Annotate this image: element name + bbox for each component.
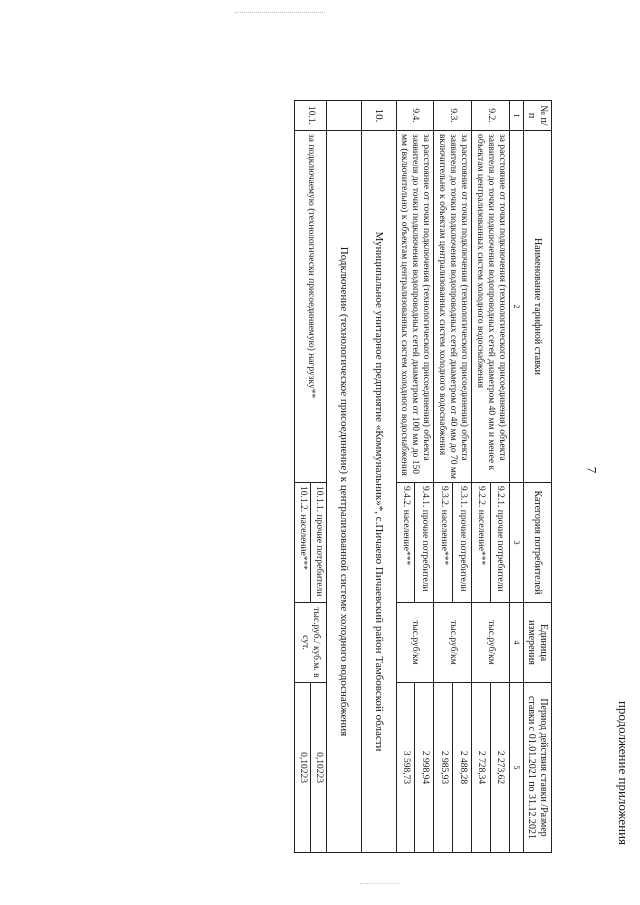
rate-value: 0,10223: [294, 683, 310, 853]
table-row: [415, 101, 434, 853]
index-row: [509, 101, 523, 853]
consumer-category: 10.1.1. прочие потребители: [310, 483, 326, 603]
rate-value: 2 488,28: [453, 683, 472, 853]
index-cell: 3: [509, 483, 523, 603]
tariff-name: за расстояние от точки подключения (технологического присоединения) объекта заявителя до точки подключения водопроводных сетей диаметром от 100 мм до 150 мм (включительно) к объектам централизованных систем холодного водоснабжения: [396, 131, 434, 483]
subsection-row: [326, 101, 361, 853]
row-number: 9.2.: [472, 101, 510, 131]
header-num: № п/п: [524, 101, 552, 131]
unit: тыс.руб/км: [434, 603, 472, 683]
table-row: [490, 101, 509, 853]
consumer-category: 9.2.1. прочие потребители: [490, 483, 509, 603]
tariff-name: за подключаемую (технологически присоединяемую) нагрузку**: [294, 131, 326, 483]
subsection-title: Подключение (технологическое присоединение) к централизованной системе холодного водоснабжения: [326, 131, 361, 853]
consumer-category: 9.4.1. прочие потребители: [415, 483, 434, 603]
table-row: [453, 101, 472, 853]
unit: тыс.руб/км: [396, 603, 434, 683]
header-unit: Единица измерения: [524, 603, 552, 683]
consumer-category: 10.1.2. население***: [294, 483, 310, 603]
consumer-category: 9.3.1. прочие потребители: [453, 483, 472, 603]
row-number: 9.3.: [434, 101, 472, 131]
unit: тыс.руб/км: [472, 603, 510, 683]
consumer-category: 9.2.2. население***: [472, 483, 491, 603]
row-number: 9.4.: [396, 101, 434, 131]
row-number: 10.1.: [294, 101, 326, 131]
rate-value: 2 985,93: [434, 683, 453, 853]
consumer-category: 9.3.2. население***: [434, 483, 453, 603]
scan-artifact: [360, 883, 400, 885]
rate-value: 2 273,62: [490, 683, 509, 853]
continuation-note: продолжение приложения: [616, 700, 631, 846]
scan-artifact: [235, 12, 325, 14]
header-name: Наименование тарифной ставки: [524, 131, 552, 483]
table-header-row: [524, 101, 552, 853]
index-cell: 1: [509, 101, 523, 131]
page-number: 7: [584, 466, 600, 474]
tariff-table-rotated: [97, 100, 552, 852]
index-cell: 2: [509, 131, 523, 483]
header-period: Период действия ставки /Размер ставки с 01.01.2021 по 31.12.2021: [524, 683, 552, 853]
organization-title: Муниципальное унитарное предприятие «Коммунальник»*, с.Пичаево Пичаевский район Тамбовской области: [361, 131, 396, 853]
rate-value: 3 598,73: [396, 683, 415, 853]
empty-cell: [326, 101, 361, 131]
rate-value: 0,10223: [310, 683, 326, 853]
unit: тыс.руб./ куб.м. в сут.: [294, 603, 326, 683]
rate-value: 2 728,34: [472, 683, 491, 853]
tariff-name: за расстояние от точки подключения (технологического присоединения) объекта заявителя до точки подключения водопроводных сетей диаметром от 40 мм до 70 мм включительно к объектам централизованных систем холодного водоснабжения: [434, 131, 472, 483]
tariff-table: [294, 100, 552, 853]
tariff-name: за расстояние от точки подключения (технологического присоединения) объекта заявителя до точки подключения водопроводных сетей диаметром 40 мм и менее к объектам централизованных систем холодного водоснабжения: [472, 131, 510, 483]
section-row: [361, 101, 396, 853]
header-category: Категория потребителей: [524, 483, 552, 603]
index-cell: 5: [509, 683, 523, 853]
consumer-category: 9.4.2. население***: [396, 483, 415, 603]
table-row: [310, 101, 326, 853]
rate-value: 2 998,94: [415, 683, 434, 853]
row-number: 10.: [361, 101, 396, 131]
index-cell: 4: [509, 603, 523, 683]
